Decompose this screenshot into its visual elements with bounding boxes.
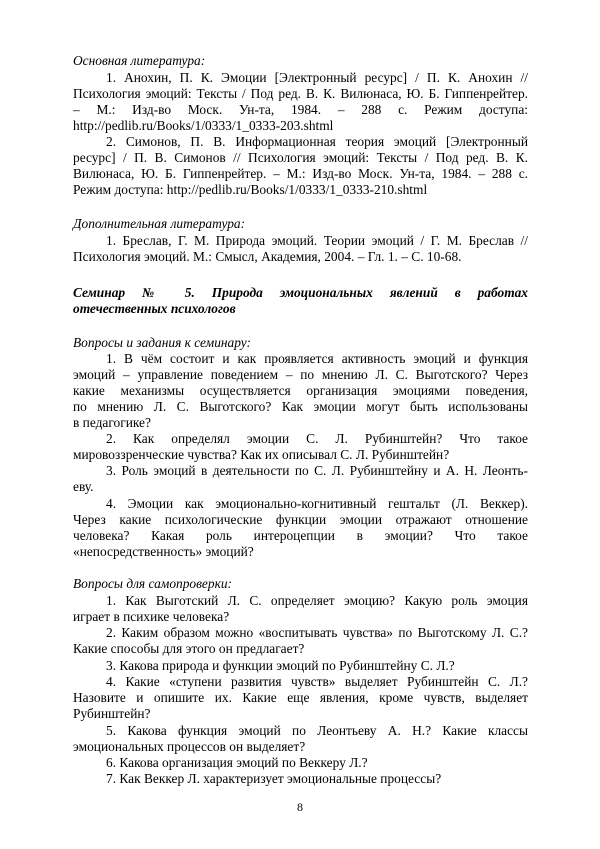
self-check-line: Какие способы для этого он предлагает?	[73, 641, 305, 656]
main-lit-item2-line: Вилюнаса, Ю. Б. Гиппенрейтер. – М.: Изд-во Моск. Ун-та, 1984. – 288 с.	[73, 166, 528, 181]
self-check-line: 3. Какова природа и функции эмоций по Рубинштейну С. Л.?	[106, 658, 455, 673]
main-lit-item2-line: 2. Симонов, П. В. Информационная теория эмоций [Электронный	[106, 134, 528, 149]
main-lit-item1-line: – М.: Изд-во Моск. Ун-та, 1984. – 288 с. Режим доступа:	[73, 102, 528, 117]
self-check-line: играет в психике человека?	[73, 609, 230, 624]
seminar-title-line: Семинар № 5. Природа эмоциональных явлений в работах	[73, 285, 528, 300]
self-check-line: 5. Какова функция эмоций по Леонтьеву А. Н.? Какие классы	[106, 723, 528, 738]
question-line: «непосредственность» эмоций?	[73, 544, 254, 559]
seminar-title-line: отечественных психологов	[73, 301, 236, 316]
main-literature-heading: Основная литература:	[73, 53, 206, 68]
self-check-line: 1. Как Выготский Л. С. определяет эмоцию? Какую роль эмоция	[106, 593, 528, 608]
question-line: мировоззренческие чувства? Как их описывал С. Л. Рубинштейн?	[73, 447, 450, 462]
additional-literature-heading: Дополнительная литература:	[73, 216, 246, 231]
main-lit-item2-line: ресурс] / П. В. Симонов // Психология эмоций: Тексты / Под ред. В. К.	[73, 150, 528, 165]
self-check-line: эмоциональных процессов он выделяет?	[73, 739, 306, 754]
seminar-questions-heading: Вопросы и задания к семинару:	[73, 335, 251, 350]
self-check-line: 4. Какие «ступени развития чувств» выделяет Рубинштейн С. Л.?	[106, 674, 528, 689]
question-line: 1. В чём состоит и как проявляется активность эмоций и функция	[106, 351, 528, 366]
question-line: 4. Эмоции как эмоционально-когнитивный гештальт (Л. Веккер).	[106, 496, 528, 511]
self-check-line: 2. Каким образом можно «воспитывать чувства» по Выготскому Л. С.?	[106, 625, 528, 640]
main-lit-item1-line: Психология эмоций: Тексты / Под ред. В. К. Вилюнаса, Ю. Б. Гиппенрейтер.	[73, 86, 528, 101]
add-lit-item1-line: 1. Бреслав, Г. М. Природа эмоций. Теории эмоций / Г. М. Бреслав //	[106, 233, 528, 248]
question-line: человека? Какая роль интероцепции в эмоции? Что такое	[73, 528, 528, 543]
question-line: по мнению Л. С. Выготского? Как эмоции могут быть использованы	[73, 399, 528, 414]
page-number: 8	[297, 800, 303, 814]
question-line: 3. Роль эмоций в деятельности по С. Л. Рубинштейну и А. Н. Леонть-	[106, 463, 528, 478]
question-line: Через какие психологические функции эмоции отражают отношение	[73, 512, 528, 527]
self-check-line: 6. Какова организация эмоций по Веккеру Л.?	[106, 755, 368, 770]
self-check-heading: Вопросы для самопроверки:	[73, 576, 232, 591]
question-line: какие механизмы осуществляется организация эмоциями поведения,	[73, 383, 528, 398]
question-line: еву.	[73, 479, 94, 494]
main-lit-item1-line: 1. Анохин, П. К. Эмоции [Электронный ресурс] / П. К. Анохин //	[106, 70, 528, 85]
question-line: эмоций – управление поведением – по мнению Л. С. Выготского? Через	[73, 367, 528, 382]
self-check-line: Рубинштейн?	[73, 706, 151, 721]
question-line: 2. Как определял эмоции С. Л. Рубинштейн? Что такое	[106, 431, 528, 446]
self-check-line: Назовите и опишите их. Какие еще явления, кроме чувств, выделяет	[73, 690, 528, 705]
question-line: в педагогике?	[73, 415, 151, 430]
add-lit-item1-line: Психология эмоций. М.: Смысл, Академия, 2004. – Гл. 1. – С. 10-68.	[73, 249, 462, 264]
self-check-line: 7. Как Веккер Л. характеризует эмоциональные процессы?	[106, 771, 442, 786]
main-lit-item1-link[interactable]: http://pedlib.ru/Books/1/0333/1_0333-203.shtml	[73, 118, 334, 133]
main-lit-item2-link[interactable]: Режим доступа: http://pedlib.ru/Books/1/0333/1_0333-210.shtml	[73, 182, 428, 197]
